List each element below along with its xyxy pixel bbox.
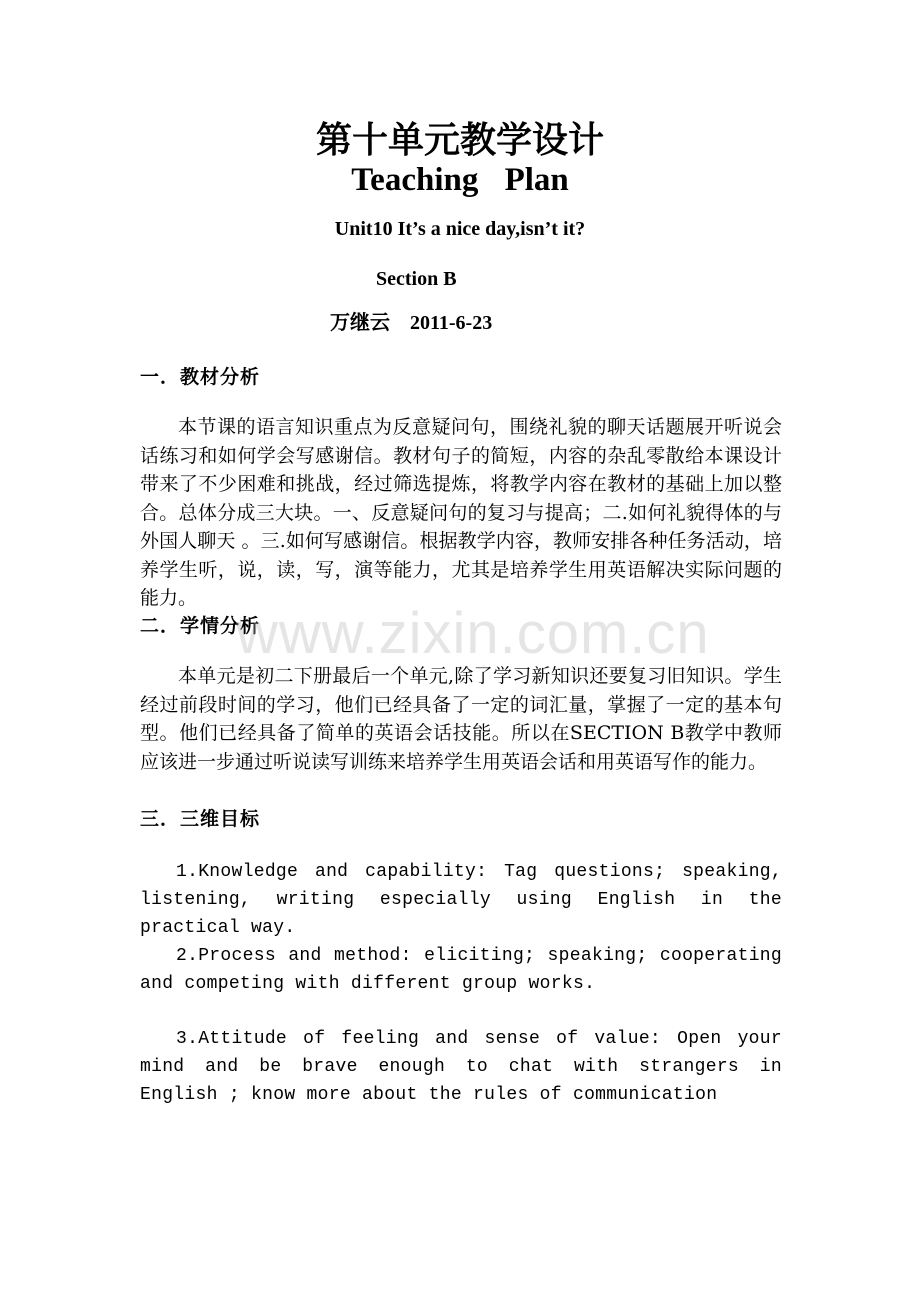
author-date-line	[330, 306, 492, 335]
unit-subtitle: Unit10 It’s a nice day,isn’t it?	[334, 218, 586, 240]
goal-item: 2.Process and method: eliciting; speaking; cooperating and competing with different group works.	[140, 946, 782, 994]
section-label: Section B	[376, 268, 457, 290]
document-title-chinese: 第十单元教学设计	[315, 119, 604, 161]
document-date: 2011-6-23	[410, 312, 493, 334]
goal-item: 3.Attitude of feeling and sense of value: Open your mind and be brave enough to chat with strangers in English ; know more about the rules of communication	[140, 1029, 782, 1105]
document-title-english: Teaching Plan	[351, 162, 569, 198]
watermark-text: www.zixin.com.cn	[236, 601, 710, 666]
author-name: 万继云	[330, 310, 390, 334]
goal-item: 1.Knowledge and capability: Tag questions; speaking, listening, writing especially using English in the practical way.	[140, 862, 782, 938]
heading-student-analysis: 二．学情分析	[140, 615, 261, 637]
heading-textbook-analysis: 一．教材分析	[140, 366, 261, 388]
paragraph-student-analysis: 本单元是初二下册最后一个单元,除了学习新知识还要复习旧知识。学生经过前段时间的学习，他们已经具备了一定的词汇量，掌握了一定的基本句型。他们已经具备了简单的英语会话技能。所以在SECTION B教学中教师应该进一步通过听说读写训练来培养学生用英语会话和用英语写作的能力。	[140, 665, 782, 773]
paragraph-textbook-analysis: 本节课的语言知识重点为反意疑问句，围绕礼貌的聊天话题展开听说会话练习和如何学会写感谢信。教材句子的简短，内容的杂乱零散给本课设计带来了不少困难和挑战，经过筛选提炼，将教学内容在教材的基础上加以整合。总体分成三大块。一、反意疑问句的复习与提高；二.如何礼貌得体的与外国人聊天 。三.如何写感谢信。根据教学内容，教师安排各种任务活动，培养学生听，说，读，写，演等能力，尤其是培养学生用英语解决实际问题的能力。	[140, 416, 782, 609]
heading-three-dimensional-goals: 三．三维目标	[140, 808, 261, 830]
